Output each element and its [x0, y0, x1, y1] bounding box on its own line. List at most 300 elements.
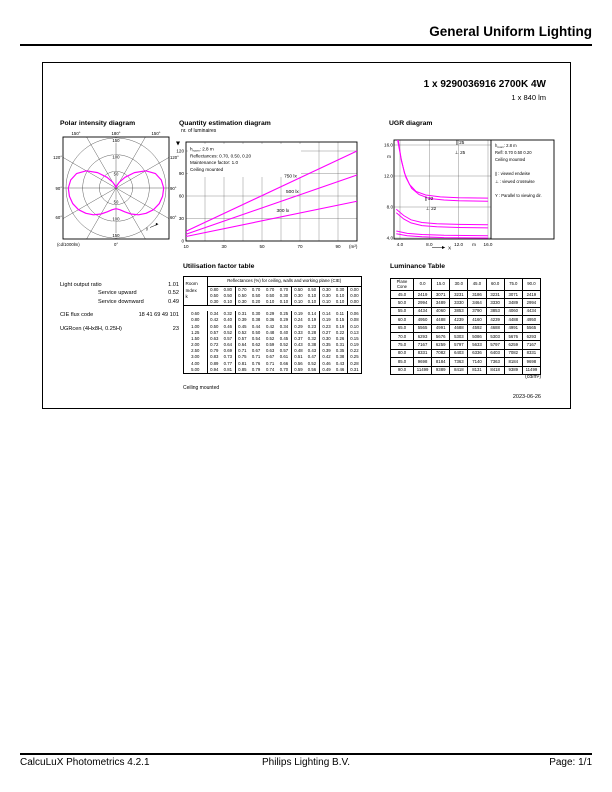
uf-cell: 0.73	[223, 354, 232, 360]
lum-cell: 3790	[468, 307, 486, 315]
lum-cell: 4488	[504, 316, 522, 324]
lum-cell: 3330	[450, 299, 468, 307]
lum-cell: 8184	[432, 358, 450, 366]
lum-cell: 4688	[450, 324, 468, 332]
uf-cell: 0.79	[251, 366, 261, 372]
uf-cell: 0.28	[307, 329, 317, 335]
lum-cell: 30.0	[450, 279, 468, 291]
uf-cell: 0.31	[335, 342, 345, 348]
uf-cell: 0.29	[265, 311, 275, 317]
lum-cell: 45.0	[391, 291, 414, 299]
uf-cell: 0.19	[335, 323, 345, 329]
lum-cell: 5676	[432, 332, 450, 340]
lum-cell: 65.0	[391, 324, 414, 332]
uf-table-note: Ceiling mounted	[183, 385, 220, 391]
uf-row	[184, 367, 362, 374]
lum-cell: 8331	[522, 349, 540, 357]
lum-cell: 9389	[504, 366, 522, 374]
svg-text:50: 50	[113, 171, 119, 177]
svg-text:150°: 150°	[71, 131, 81, 136]
uf-cell: 0.39	[319, 348, 333, 354]
svg-text:γ: γ	[145, 226, 149, 231]
lum-cell: 6259	[504, 341, 522, 349]
svg-text:m: m	[387, 154, 391, 159]
uf-cell: 1.50	[184, 336, 208, 342]
lum-cell: 60.0	[391, 316, 414, 324]
uf-cell: 0.06	[347, 311, 361, 317]
uf-cell: 0.89	[210, 360, 219, 366]
svg-text:12.0: 12.0	[384, 173, 393, 179]
svg-text:Ceiling mounted: Ceiling mounted	[190, 166, 224, 172]
uf-cell: 0.56	[307, 366, 317, 372]
uf-cell: 0.50	[307, 287, 317, 292]
uf-cell: 0.80	[184, 317, 208, 323]
svg-text:⊥ : viewed crosswise: ⊥ : viewed crosswise	[495, 179, 535, 184]
photometry-label: Service downward	[98, 298, 144, 305]
uf-table-title: Utilisation factor table	[183, 263, 255, 270]
svg-text:100: 100	[112, 154, 120, 160]
uf-cell: 0.75	[235, 354, 249, 360]
lum-cell: 8418	[450, 366, 468, 374]
uf-cell: 0.72	[210, 342, 219, 348]
lum-row	[391, 307, 541, 315]
lum-cell: 4991	[504, 324, 522, 332]
footer-company: Philips Lighting B.V.	[261, 757, 351, 768]
uf-cell: 0.38	[251, 317, 261, 323]
uf-cell: 0.59	[291, 367, 305, 374]
ugr-curve	[396, 213, 488, 228]
uf-cell: 0.36	[265, 317, 275, 323]
uf-cell: 0.29	[291, 323, 305, 329]
footer-rule	[20, 753, 592, 755]
lum-cell: 3071	[504, 291, 522, 299]
lum-cell: 3231	[486, 291, 504, 299]
lum-cell: 5303	[486, 332, 504, 340]
lum-cell: 5565	[522, 324, 540, 332]
uf-cell: 0.10	[265, 299, 275, 305]
uf-cell: 0.67	[265, 354, 275, 360]
svg-text:m: m	[472, 242, 476, 247]
lum-cell: 4950	[522, 316, 540, 324]
svg-text:30: 30	[178, 216, 184, 222]
photometry-row	[60, 289, 179, 297]
lum-cell: 7167	[414, 341, 432, 349]
svg-text:90: 90	[178, 171, 184, 177]
uf-cell: 0.47	[307, 354, 317, 360]
lum-cell: 11499	[414, 366, 432, 374]
lum-cell: 4239	[486, 316, 504, 324]
uf-cell: 0.61	[279, 354, 289, 360]
uf-cell: 0.19	[307, 317, 317, 323]
uf-cell: 0.38	[307, 342, 317, 348]
uf-cell: 0.10	[335, 293, 345, 299]
uf-cell: 0.10	[291, 299, 305, 306]
page-title: General Uniform Lighting	[429, 24, 592, 39]
uf-cell: 0.70	[265, 287, 275, 292]
photometry-row	[60, 281, 179, 289]
svg-text:⊥ 22: ⊥ 22	[425, 206, 437, 211]
lum-cell: 5797	[450, 341, 468, 349]
uf-cell: 0.39	[235, 317, 249, 323]
svg-text:50: 50	[113, 199, 119, 205]
uf-cell: 0.56	[291, 361, 305, 367]
uf-cell: 0.77	[223, 360, 232, 366]
uf-cell: 0.30	[335, 287, 345, 292]
uf-cell: 0.08	[347, 317, 361, 323]
lum-row	[391, 341, 541, 349]
svg-text:60°: 60°	[55, 215, 62, 220]
uf-cell: 0.25	[347, 354, 361, 360]
svg-text:8.0: 8.0	[426, 242, 433, 247]
svg-text:500 lx: 500 lx	[285, 189, 299, 195]
lum-cell: 75.0	[504, 279, 522, 291]
photometry-label: Light output ratio	[60, 282, 102, 288]
lum-cell: 4239	[450, 316, 468, 324]
uf-cell: 0.00	[347, 287, 361, 294]
photometry-row	[60, 311, 179, 319]
svg-text:hroom: 2.8 m: $h_{room}$: 2.8 m	[190, 146, 214, 153]
lux-line	[186, 175, 357, 234]
quantity-ylabel: nr. of luminaires	[181, 128, 217, 134]
lum-cell: 6293	[522, 332, 540, 340]
uf-cell: 0.19	[291, 311, 305, 317]
lum-cell: 7082	[432, 349, 450, 357]
uf-cell: 0.64	[223, 342, 232, 348]
lum-cell: 9698	[414, 358, 432, 366]
uf-cell: 0.42	[265, 323, 275, 329]
uf-cell: 0.29	[279, 317, 289, 323]
lum-cell: 4060	[432, 307, 450, 315]
svg-text:60°: 60°	[170, 215, 177, 220]
lum-cell: 4688	[486, 324, 504, 332]
lum-cell: 90.0	[522, 279, 540, 291]
ugr-chart	[379, 129, 561, 257]
lum-cell: 15.0	[432, 279, 450, 291]
utilisation-factor-table	[183, 276, 362, 374]
uf-cell: 0.79	[210, 348, 219, 354]
lum-cell: 6259	[432, 341, 450, 349]
uf-cell: 0.45	[235, 323, 249, 329]
uf-cell: 0.14	[319, 311, 333, 317]
uf-cell: 0.46	[319, 361, 333, 367]
uf-cell: Reflectances (%) for ceiling, walls and working plane (CIE)	[207, 277, 362, 287]
uf-cell: 0.69	[223, 348, 232, 354]
svg-text:hroom: 2.8 m: $h_{room}$: 2.8 m	[495, 143, 517, 149]
svg-text:120°: 120°	[53, 155, 62, 160]
uf-cell: 0.76	[251, 360, 261, 366]
svg-text:(m²): (m²)	[349, 244, 358, 249]
uf-cell: 0.27	[319, 330, 333, 336]
lum-cell: 90.0	[391, 366, 414, 374]
uf-cell: 0.50	[235, 293, 249, 299]
uf-cell: 0.30	[279, 293, 289, 299]
luminance-table	[390, 278, 541, 375]
uf-cell: 0.30	[235, 299, 249, 306]
uf-cell: 0.66	[279, 360, 289, 366]
uf-cell: 0.63	[210, 335, 219, 341]
photometry-label: Service upward	[98, 290, 137, 297]
lum-cell: 9389	[432, 366, 450, 374]
lum-row	[391, 366, 541, 374]
uf-cell: 0.50	[210, 323, 219, 329]
uf-cell: 0.81	[223, 366, 232, 372]
uf-cell: 0.30	[319, 287, 333, 294]
uf-cell: 0.23	[319, 323, 333, 329]
uf-cell: 0.25	[279, 311, 289, 317]
uf-cell: 0.83	[210, 354, 219, 360]
uf-cell: 0.40	[279, 329, 289, 335]
lum-cell: 80.0	[391, 349, 414, 357]
lum-cell: 4160	[468, 316, 486, 324]
uf-cell: 0.63	[265, 348, 275, 354]
uf-cell: 0.35	[319, 342, 333, 348]
photometry-label: UGRcen (4Hx8H, 0.25H)	[60, 325, 122, 332]
quantity-estimation-chart	[173, 135, 367, 257]
lum-cell: 4060	[504, 307, 522, 315]
uf-cell: 0.24	[291, 317, 305, 323]
svg-text:0: 0	[181, 238, 184, 244]
uf-cell: 0.46	[335, 366, 345, 372]
lum-cell: 9698	[522, 358, 540, 366]
svg-text:100: 100	[112, 216, 120, 222]
uf-cell: 0.81	[235, 361, 249, 367]
lum-row	[391, 349, 541, 357]
lum-cell: 6293	[414, 332, 432, 340]
uf-cell: 0.19	[319, 317, 333, 323]
uf-cell: 0.33	[291, 330, 305, 336]
report-sheet	[42, 62, 571, 409]
uf-cell: 0.57	[279, 348, 289, 354]
uf-cell: 0.10	[279, 299, 289, 305]
lum-cell: 2419	[414, 291, 432, 299]
uf-cell: 1.00	[184, 323, 208, 329]
lum-cell: 7140	[468, 358, 486, 366]
report-date: 2023-06-26	[512, 394, 541, 400]
lum-row	[391, 358, 541, 366]
lum-cell: 7167	[522, 341, 540, 349]
uf-cell: 0.28	[347, 361, 361, 367]
photometry-label: CIE flux code	[60, 312, 94, 319]
uf-cell: 0.34	[210, 311, 219, 317]
uf-cell: 0.20	[251, 299, 261, 305]
photometry-value: 18 41 69 49 101	[138, 312, 179, 319]
uf-cell: 0.10	[347, 323, 361, 329]
lum-cell: 0.0	[414, 279, 432, 291]
uf-cell: 0.46	[223, 323, 232, 329]
uf-cell: 0.52	[307, 360, 317, 366]
lum-row	[391, 316, 541, 324]
uf-cell: 0.70	[279, 366, 289, 372]
lum-cell: 85.0	[391, 358, 414, 366]
uf-cell: 0.52	[265, 335, 275, 341]
uf-cell: 0.45	[279, 335, 289, 341]
lum-cell: 2419	[522, 291, 540, 299]
svg-text:30: 30	[221, 244, 227, 249]
lum-cell: 4950	[414, 316, 432, 324]
photometry-row	[60, 325, 179, 333]
uf-cell: 2.50	[184, 348, 208, 354]
svg-text:∥ 25: ∥ 25	[455, 140, 465, 145]
uf-cell: 0.71	[251, 354, 261, 360]
uf-cell: 0.59	[265, 342, 275, 348]
svg-text:Reflectances: 0.70, 0.50, 0.2: Reflectances: 0.70, 0.50, 0.20	[190, 153, 252, 159]
svg-text:50: 50	[259, 244, 265, 249]
uf-cell: 0.71	[235, 348, 249, 354]
svg-text:4.0: 4.0	[396, 242, 404, 247]
svg-text:12.0: 12.0	[454, 242, 464, 247]
svg-text:∥ 22: ∥ 22	[424, 196, 434, 201]
lum-cell: 50.0	[391, 299, 414, 307]
svg-text:150°: 150°	[151, 131, 161, 136]
uf-cell: 0.30	[251, 311, 261, 317]
uf-cell: 0.10	[307, 293, 317, 299]
uf-cell: 0.50	[251, 329, 261, 335]
svg-text:Maintenance factor: 1.0: Maintenance factor: 1.0	[190, 160, 239, 166]
uf-cell: 0.37	[291, 336, 305, 342]
svg-text:70: 70	[297, 244, 303, 249]
svg-text:Ceiling mounted: Ceiling mounted	[495, 157, 526, 162]
svg-text:(cd/1000lm): (cd/1000lm)	[57, 242, 80, 247]
uf-cell: 0.00	[347, 299, 361, 306]
lum-cell: 75.0	[391, 341, 414, 349]
svg-text:Y : Parallel to viewing dir.: Y : Parallel to viewing dir.	[495, 193, 542, 198]
uf-cell: 0.60	[184, 311, 208, 317]
uf-cell: 0.23	[307, 323, 317, 329]
svg-text:60: 60	[178, 193, 184, 199]
uf-cell: 0.50	[291, 287, 305, 294]
svg-text:150: 150	[112, 138, 120, 143]
lum-cell: Plane Cone	[391, 279, 414, 291]
lum-cell: 4434	[414, 307, 432, 315]
uf-cell: 0.50	[251, 293, 261, 299]
uf-cell: 0.85	[235, 367, 249, 374]
lum-cell: 5303	[450, 332, 468, 340]
svg-text:4.0: 4.0	[386, 235, 393, 241]
photometry-row	[60, 298, 179, 306]
product-lumen: 1 x 840 lm	[511, 93, 546, 102]
svg-text:∥ : viewed endwise: ∥ : viewed endwise	[495, 171, 531, 176]
photometry-value: 1.01	[168, 282, 179, 288]
uf-cell: 0.34	[279, 323, 289, 329]
lum-cell: 8184	[504, 358, 522, 366]
lum-row	[391, 299, 541, 307]
uf-cell: 0.15	[347, 336, 361, 342]
uf-cell: 0.44	[251, 323, 261, 329]
svg-text:180°: 180°	[111, 131, 121, 136]
uf-cell: 0.32	[307, 335, 317, 341]
header-rule	[20, 44, 592, 46]
uf-cell: 0.74	[265, 366, 275, 372]
uf-cell: 0.43	[291, 342, 305, 348]
ugr-curve	[398, 137, 488, 201]
uf-cell: 0.26	[335, 335, 345, 341]
uf-cell: 0.50	[210, 293, 219, 299]
uf-cell: 0.62	[251, 342, 261, 348]
uf-cell: 0.35	[335, 348, 345, 354]
uf-cell: 1.25	[184, 330, 208, 336]
uf-cell: 0.19	[347, 342, 361, 348]
svg-text:0°: 0°	[113, 242, 119, 247]
uf-cell: 0.10	[223, 299, 232, 305]
lum-cell: 5086	[468, 332, 486, 340]
photometry-value: 23	[172, 325, 179, 332]
luminance-unit: (cd/m²)	[525, 374, 541, 380]
lum-row	[391, 324, 541, 332]
lum-cell: 3231	[450, 291, 468, 299]
lum-cell: 8418	[486, 366, 504, 374]
uf-cell: 0.48	[265, 329, 275, 335]
uf-cell: 0.70	[251, 287, 261, 292]
lum-cell: 3489	[432, 299, 450, 307]
footer-app-name: CalcuLuX Photometrics 4.2.1	[20, 757, 150, 768]
uf-cell: Room Index k	[184, 277, 208, 306]
uf-cell: 0.38	[335, 354, 345, 360]
svg-text:16.0: 16.0	[384, 142, 393, 148]
uf-cell: 0.50	[265, 293, 275, 299]
uf-cell: 0.67	[251, 348, 261, 354]
polar-diagram-title: Polar intensity diagram	[60, 120, 136, 127]
lum-cell: 4488	[432, 316, 450, 324]
uf-cell: 0.48	[291, 348, 305, 354]
svg-text:X: X	[448, 246, 452, 252]
lum-cell: 3464	[468, 299, 486, 307]
lum-row	[391, 332, 541, 340]
lum-cell: 4991	[432, 324, 450, 332]
polar-intensity-chart	[51, 129, 181, 249]
quantity-diagram-title: Quantity estimation diagram	[179, 120, 271, 127]
ugr-diagram-title: UGR diagram	[389, 120, 433, 127]
svg-text:750 lx: 750 lx	[284, 174, 297, 180]
lum-cell: 3186	[468, 291, 486, 299]
photometry-value: 0.49	[168, 298, 179, 305]
lum-cell: 7082	[504, 349, 522, 357]
lum-cell: 3489	[504, 299, 522, 307]
lum-cell: 2994	[522, 299, 540, 307]
uf-cell: 0.31	[347, 367, 361, 374]
uf-cell: 0.43	[307, 348, 317, 354]
lum-cell: 8331	[414, 349, 432, 357]
uf-cell: 0.13	[347, 330, 361, 336]
lum-cell: 3330	[486, 299, 504, 307]
uf-cell: 2.00	[184, 342, 208, 348]
uf-cell: 5.00	[184, 367, 208, 374]
lum-cell: 5633	[468, 341, 486, 349]
uf-cell: 0.80	[210, 287, 219, 292]
uf-cell: 0.57	[235, 336, 249, 342]
uf-cell: 0.32	[223, 311, 232, 317]
uf-cell: 0.64	[235, 342, 249, 348]
lum-cell: 3853	[450, 307, 468, 315]
uf-cell: 0.40	[223, 317, 232, 323]
lum-cell: 2994	[414, 299, 432, 307]
svg-text:150: 150	[112, 233, 120, 238]
uf-cell: 0.30	[210, 299, 219, 305]
uf-cell: 0.10	[335, 299, 345, 305]
uf-cell: 0.57	[210, 329, 219, 335]
svg-text:Refl: 0.70 0.50 0.20: Refl: 0.70 0.50 0.20	[495, 150, 532, 155]
uf-cell: 3.00	[184, 354, 208, 360]
uf-cell: 0.49	[319, 367, 333, 374]
ugr-curve	[396, 231, 488, 236]
uf-cell: 0.30	[291, 293, 305, 299]
svg-text:90°: 90°	[55, 186, 62, 191]
uf-cell: 0.10	[307, 299, 317, 305]
footer-page-number: Page: 1/1	[549, 757, 592, 768]
uf-cell: 0.54	[251, 335, 261, 341]
uf-cell: 0.15	[335, 317, 345, 323]
lum-cell: 4592	[468, 324, 486, 332]
uf-cell: 0.80	[223, 287, 232, 292]
